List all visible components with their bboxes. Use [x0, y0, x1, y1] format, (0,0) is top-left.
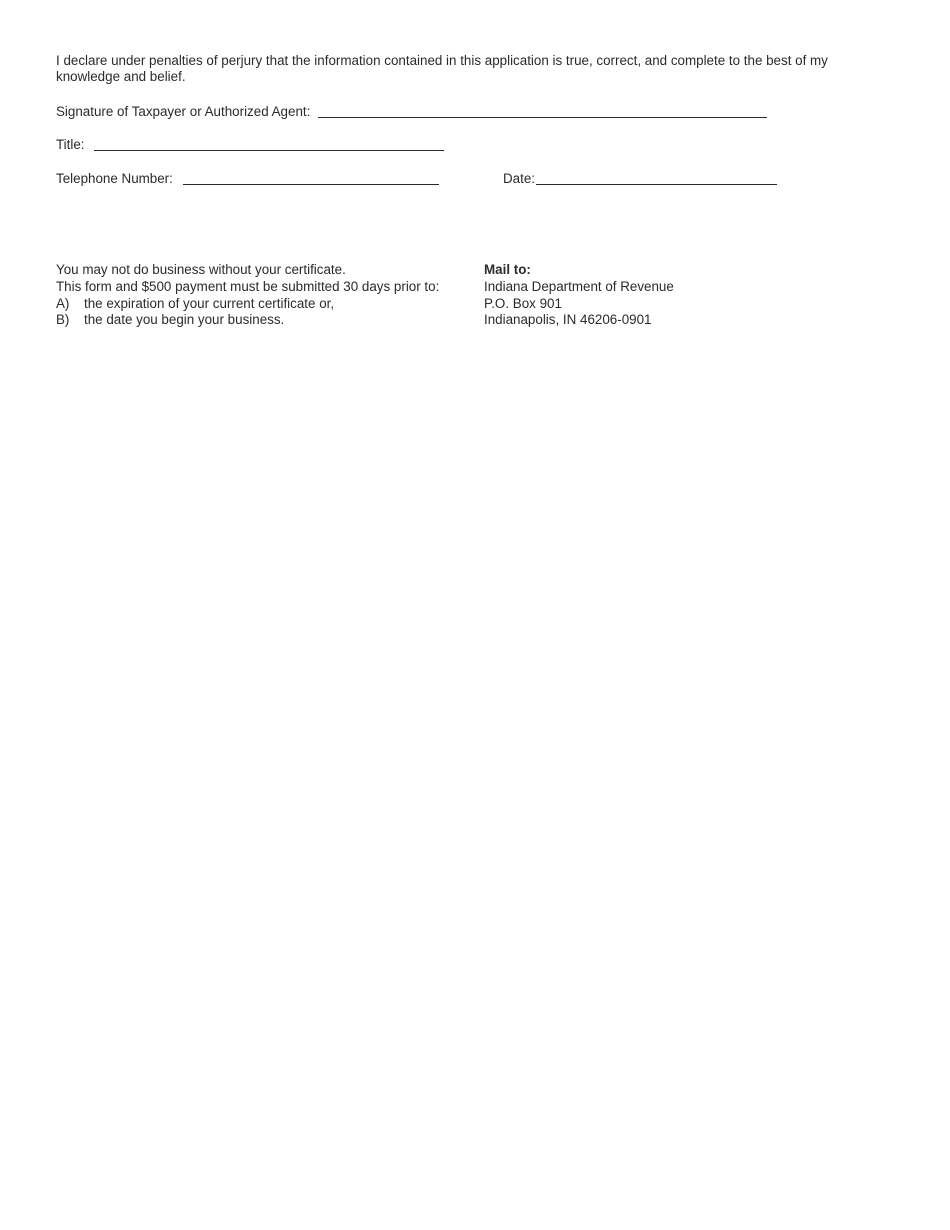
- certificate-notice: You may not do business without your certificate.: [56, 262, 346, 277]
- title-field-row: [56, 135, 444, 153]
- address-line-department: Indiana Department of Revenue: [484, 278, 674, 294]
- list-marker: A): [56, 295, 70, 311]
- perjury-declaration: I declare under penalties of perjury that the information contained in this application is true, correct, and complete to the best of my knowledge and belief.: [56, 53, 828, 84]
- date-label: Date:: [503, 171, 536, 186]
- address-line-city: Indianapolis, IN 46206-0901: [484, 312, 652, 328]
- signature-field-row: [56, 102, 767, 120]
- signature-line[interactable]: [318, 104, 767, 118]
- telephone-field-row: [56, 169, 439, 187]
- list-item-text: the date you begin your business.: [84, 312, 285, 328]
- mail-to-heading: Mail to:: [484, 262, 531, 277]
- date-line[interactable]: [536, 171, 777, 185]
- telephone-label: Telephone Number:: [56, 171, 173, 186]
- mailing-address: [484, 262, 784, 329]
- signature-label: Signature of Taxpayer or Authorized Agent:: [56, 104, 311, 119]
- list-item: [56, 312, 476, 329]
- address-line-po-box: P.O. Box 901: [484, 295, 562, 311]
- date-field-row: [503, 169, 777, 187]
- submission-notes: [56, 262, 476, 329]
- list-item-text: the expiration of your current certificate or,: [84, 295, 335, 311]
- list-item: [56, 296, 476, 313]
- title-line[interactable]: [94, 137, 444, 151]
- list-marker: B): [56, 312, 70, 328]
- title-label: Title:: [56, 137, 85, 152]
- payment-deadline-notice: This form and $500 payment must be submitted 30 days prior to:: [56, 278, 440, 294]
- telephone-line[interactable]: [183, 171, 439, 185]
